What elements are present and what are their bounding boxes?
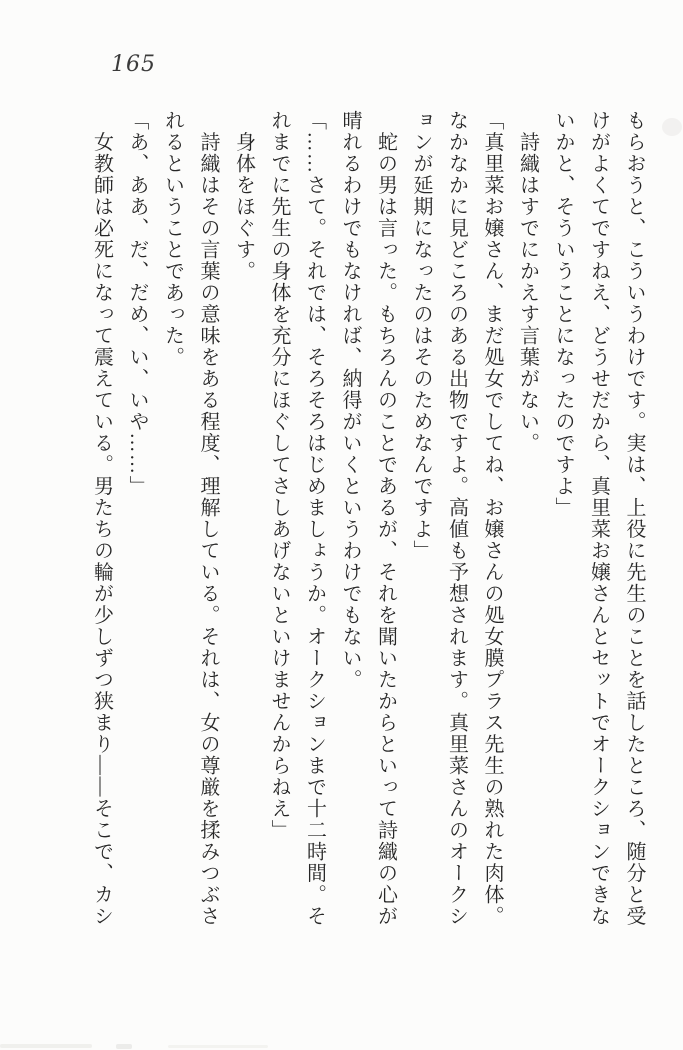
page-number: 165 [111,52,156,77]
text-column-12: 身体をほぐす。 [232,110,255,282]
text-column-3: いかと、そういうことになったのですよ」 [552,110,574,519]
scan-artifact [0,1044,92,1048]
scan-artifact [116,1044,132,1049]
text-column-8: 蛇の男は言った。もちろんのことであるが、それを聞いたからといって詩織の心が [374,110,397,927]
text-column-13: 詩織はその言葉の意味をある程度、理解している。それは、女の尊厳を揉みつぶさ [197,110,219,927]
text-column-1: もらおうと、こういうわけです。実は、上役に先生のことを話したところ、随分と受 [623,110,645,927]
scan-artifact [662,118,682,136]
text-block [83,110,651,942]
scan-artifact [168,1045,268,1048]
text-column-15: 「あ、ああ、だ、だめ、い、いや……」 [126,110,148,497]
text-column-11: れまでに先生の身体を充分にほぐしてさしあげないといけませんからねえ」 [268,110,290,841]
text-column-10: 「……さて。それでは、そろそろはじめましょうか。オークションまで十二時間。そ [303,110,326,927]
text-column-2: けがよくてですねえ、どうせだから、真里菜お嬢さんとセットでオークションできな [587,110,610,927]
text-column-4: 詩織はすでにかえす言葉がない。 [516,110,539,454]
text-column-7: ョンが延期になったのはそのためなんですよ」 [410,110,432,562]
text-column-14: れるということであった。 [161,110,184,368]
text-column-16: 女教師は必死になって震えている。男たちの輪が少しずつ狭まり――そこで、カシ [90,110,113,927]
text-column-6: なかなかに見どころのある出物ですよ。高値も予想されます。真里菜さんのオークシ [445,110,468,927]
text-column-5: 「真里菜お嬢さん、まだ処女でしてね、お嬢さんの処女膜プラス先生の熟れた肉体。 [481,110,503,927]
text-column-9: 晴れるわけでもなければ、納得がいくというわけでもない。 [339,110,361,691]
